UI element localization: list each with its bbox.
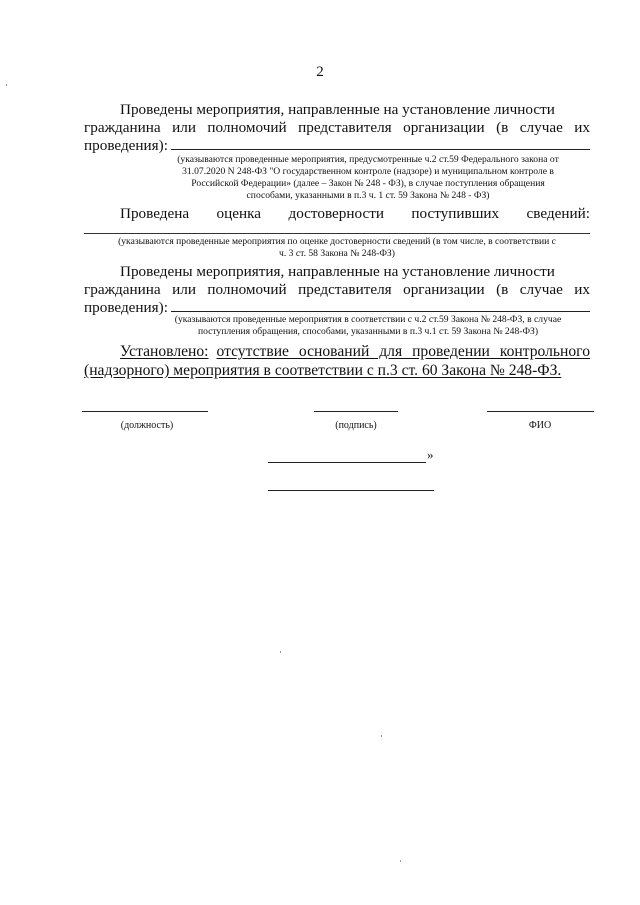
identity-measures-line-2: гражданина или полномочий представителя организации (в случае их bbox=[84, 119, 590, 136]
conclusion-text-1: отсутствие оснований для проведении контрольного bbox=[216, 343, 590, 360]
reliability-assessment-text: Проведена оценка достоверности поступивших сведений: bbox=[120, 205, 590, 222]
reliability-assessment-line bbox=[84, 205, 590, 223]
note-line: (указываются проведенные мероприятия по оценке достоверности сведений (в том числе, в соответствии с bbox=[118, 236, 556, 247]
reliability-note bbox=[84, 236, 590, 260]
signature-label: (подпись) bbox=[335, 420, 377, 431]
identity-measures-2-fill-line[interactable] bbox=[171, 299, 590, 312]
identity-measures-line-1: Проведены мероприятия, направленные на установление личности bbox=[120, 101, 555, 118]
identity-measures-2-line-1: Проведены мероприятия, направленные на установление личности bbox=[120, 263, 555, 280]
signature-line[interactable] bbox=[314, 410, 398, 412]
note-line: способами, указанными в п.3 ч. 1 ст. 59 Закона № 248 - ФЗ) bbox=[246, 190, 490, 201]
identity-measures-2-note bbox=[140, 314, 596, 338]
note-line: 31.07.2020 N 248-ФЗ "О государственном контроле (надзоре) и муниципальном контроле в bbox=[182, 166, 554, 177]
scan-speck bbox=[280, 651, 281, 653]
reliability-fill-line[interactable] bbox=[84, 233, 590, 234]
date-closing-quote: » bbox=[427, 447, 434, 462]
note-line: (указываются проведенные мероприятия, предусмотренные ч.2 ст.59 Федерального закона от bbox=[177, 154, 559, 165]
date-line[interactable] bbox=[268, 461, 426, 463]
page-number: 2 bbox=[316, 64, 324, 80]
conclusion-label: Установлено: bbox=[120, 343, 209, 360]
identity-measures-block bbox=[84, 101, 590, 155]
identity-measures-label: проведения): bbox=[84, 137, 168, 154]
position-signature-line[interactable] bbox=[82, 410, 208, 412]
note-line: (указываются проведенные мероприятия в соответствии с ч.2 ст.59 Закона № 248-ФЗ, в случае bbox=[174, 314, 562, 325]
note-line: Российской Федерации» (далее – Закон № 248 - ФЗ), в случае поступления обращения bbox=[191, 178, 545, 189]
note-line: поступления обращения, способами, указанными в п.3 ч.1 ст. 59 Закона № 248-ФЗ) bbox=[197, 326, 539, 337]
name-label: ФИО bbox=[528, 420, 552, 431]
conclusion-text-2: (надзорного) мероприятия в соответствии с п.3 ст. 60 Закона № 248-ФЗ. bbox=[84, 362, 562, 379]
scan-speck bbox=[381, 735, 382, 737]
identity-measures-fill-line[interactable] bbox=[171, 137, 590, 150]
identity-measures-2-line-2: гражданина или полномочий представителя организации (в случае их bbox=[84, 281, 590, 298]
conclusion-line-1 bbox=[84, 342, 590, 361]
name-signature-line[interactable] bbox=[487, 410, 594, 412]
identity-measures-note bbox=[140, 154, 596, 202]
scan-speck bbox=[6, 84, 7, 86]
identity-measures-line-3 bbox=[84, 137, 590, 155]
identity-measures-block-2 bbox=[84, 263, 590, 317]
identity-measures-2-label: проведения): bbox=[84, 299, 168, 316]
position-label: (должность) bbox=[120, 420, 174, 431]
conclusion-block bbox=[84, 342, 590, 380]
scan-speck bbox=[400, 860, 401, 862]
note-line: ч. 3 ст. 58 Закона № 248-ФЗ) bbox=[279, 248, 395, 259]
second-date-line[interactable] bbox=[268, 489, 434, 491]
